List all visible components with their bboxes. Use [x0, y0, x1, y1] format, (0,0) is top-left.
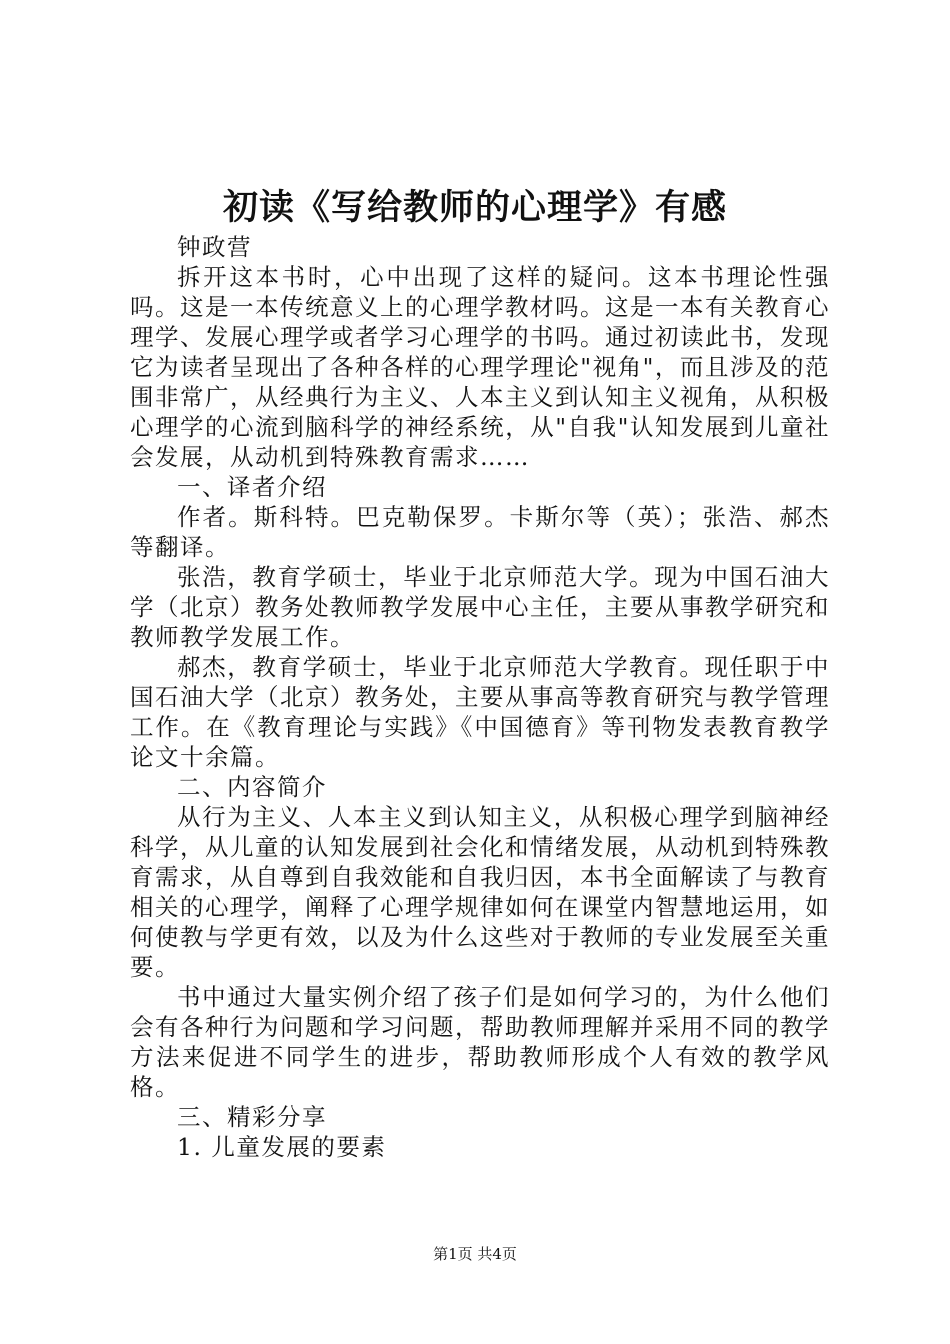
- intro-paragraph: 拆开这本书时，心中出现了这样的疑问。这本书理论性强吗。这是一本传统意义上的心理学教材吗。这是一本有关教育心理学、发展心理学或者学习心理学的书吗。通过初读此书，发现它为读者呈现出了各种各样的心理学理论"视角"，而且涉及的范围非常广，从经典行为主义、人本主义到认知主义视角，从积极心理学的心流到脑科学的神经系统，从"自我"认知发展到儿童社会发展，从动机到特殊教育需求……: [130, 263, 830, 471]
- authors-paragraph: 作者。斯科特。巴克勒保罗。卡斯尔等（英）；张浩、郝杰等翻译。: [130, 503, 830, 561]
- document-title: 初读《写给教师的心理学》有感: [222, 187, 727, 228]
- page-footer: 第1页 共4页: [433, 1245, 517, 1263]
- section-heading-translators: 一、译者介绍: [177, 473, 327, 501]
- author-line: 钟政营: [177, 233, 252, 261]
- summary-paragraph-2: 书中通过大量实例介绍了孩子们是如何学习的，为什么他们会有各种行为问题和学习问题，帮助教师理解并采用不同的教学方法来促进不同学生的进步，帮助教师形成个人有效的教学风格。: [130, 983, 830, 1101]
- section-heading-highlights: 三、精彩分享: [177, 1103, 327, 1131]
- translator-hao-paragraph: 郝杰，教育学硕士，毕业于北京师范大学教育。现任职于中国石油大学（北京）教务处，主要从事高等教育研究与教学管理工作。在《教育理论与实践》《中国德育》等刊物发表教育教学论文十余篇。: [130, 653, 830, 771]
- section-heading-summary: 二、内容简介: [177, 773, 327, 801]
- summary-paragraph-1: 从行为主义、人本主义到认知主义，从积极心理学到脑神经科学，从儿童的认知发展到社会化和情绪发展，从动机到特殊教育需求，从自尊到自我效能和自我归因，本书全面解读了与教育相关的心理学，阐释了心理学规律如何在课堂内智慧地运用，如何使教与学更有效，以及为什么这些对于教师的专业发展至关重要。: [130, 803, 830, 981]
- subsection-heading-child-development: 1. 儿童发展的要素: [177, 1133, 387, 1161]
- translator-zhang-paragraph: 张浩，教育学硕士，毕业于北京师范大学。现为中国石油大学（北京）教务处教师教学发展中心主任，主要从事教学研究和教师教学发展工作。: [130, 563, 830, 651]
- document-body: [130, 232, 830, 1162]
